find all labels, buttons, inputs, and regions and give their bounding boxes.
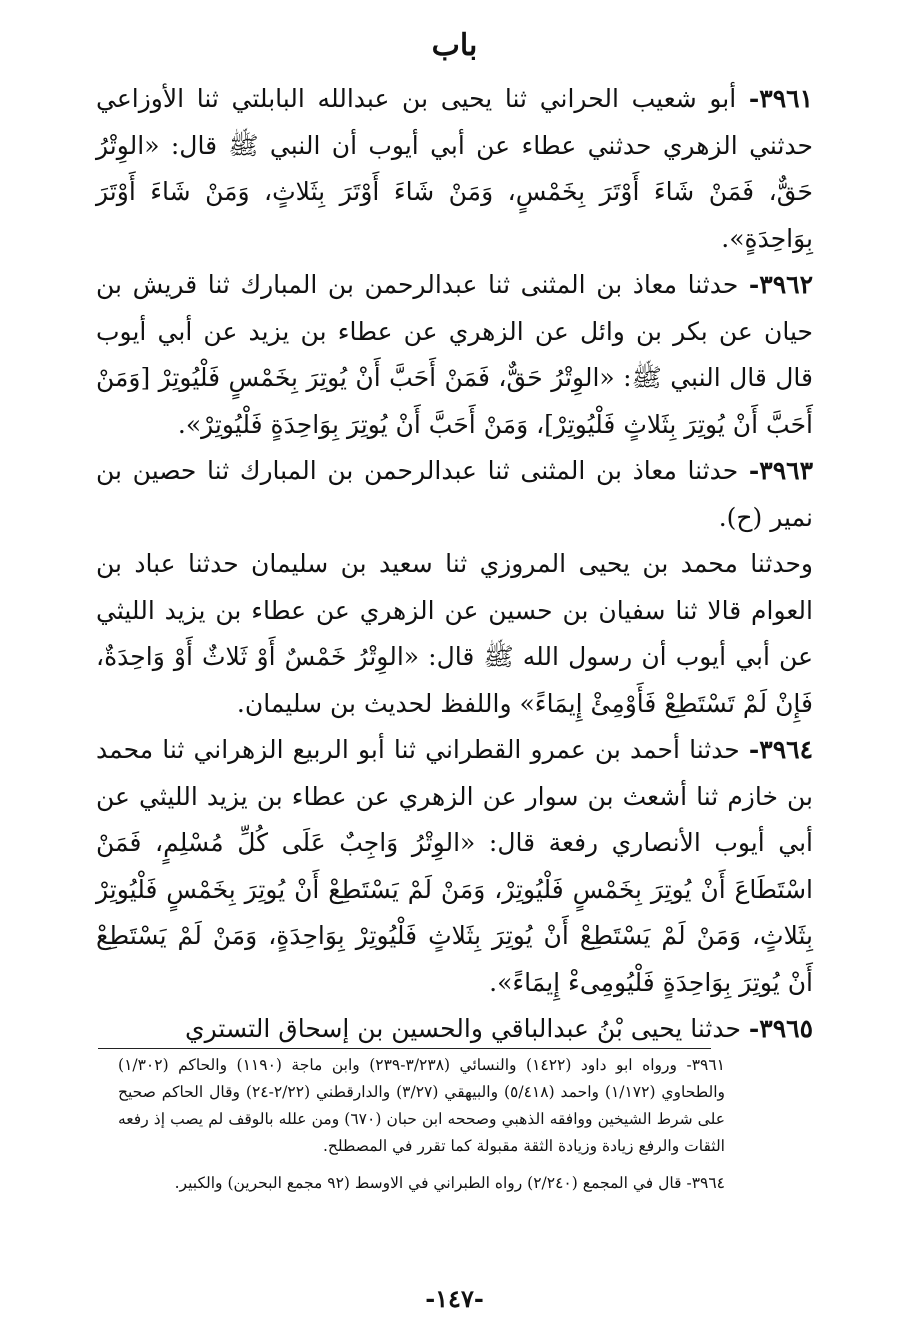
hadith-text: وحدثنا محمد بن يحيى المروزي ثنا سعيد بن سليمان حدثنا عباد بن العوام قالا ثنا سفيان بن حسين عن الزهري عن عطاء بن يزيد الليثي عن أبي أيوب أن رسول الله ﷺ قال: «الوِتْرُ خَمْسٌ أَوْ ثَلاثٌ أَوْ وَاحِدَةٌ، فَإِنْ لَمْ تَسْتَطِعْ فَأَوْمِئْ إِيمَاءً» واللفظ لحديث بن سليمان. [96, 549, 813, 718]
hadith-3963 [96, 448, 813, 541]
main-text [96, 76, 813, 1053]
hadith-text: حدثنا معاذ بن المثنى ثنا عبدالرحمن بن المبارك ثنا قريش بن حيان عن بكر بن وائل عن الزهري عن عطاء بن يزيد عن أبي أيوب قال قال النبي ﷺ: «الوِتْرُ حَقٌّ، فَمَنْ أَحَبَّ أَنْ يُوتِرَ بِخَمْسٍ فَلْيُوتِرْ [وَمَنْ أَحَبَّ أَنْ يُوتِرَ بِثَلاثٍ فَلْيُوتِرْ]، وَمَنْ أَحَبَّ أَنْ يُوتِرَ بِوَاحِدَةٍ فَلْيُوتِرْ». [96, 270, 813, 439]
footnote-3961: ٣٩٦١- ورواه ابو داود (١٤٢٢) والنسائي (٣/٢٣٨-٢٣٩) وابن ماجة (١١٩٠) والحاكم (١/٣٠٢) والطحاوي (١/١٧٢) واحمد (٥/٤١٨) والبيهقي (٣/٢٧) والدارقطني (٢/٢٢-٢٤) وقال الحاكم صحيح على شرط الشيخين ووافقه الذهبي وصححه ابن حبان (٦٧٠) ومن علله بالوقف لم يصب إذ رفعه الثقات والرفع زيادة وزيادة الثقة مقبولة كما تقرر في المصطلح. [118, 1056, 725, 1155]
footnote-divider [98, 1048, 711, 1049]
hadith-text: حدثنا يحيى بْنُ عبدالباقي والحسين بن إسحاق التستري [185, 1014, 749, 1043]
hadith-3962 [96, 262, 813, 448]
hadith-number: ٣٩٦٣- [748, 456, 813, 485]
hadith-number: ٣٩٦٢- [748, 270, 813, 299]
hadith-number: ٣٩٦٤- [748, 735, 813, 764]
hadith-3964 [96, 727, 813, 1006]
page-number: -١٤٧- [425, 1284, 484, 1313]
hadith-3965 [96, 1006, 813, 1053]
hadith-number: ٣٩٦١- [748, 84, 813, 113]
footnotes [118, 1052, 725, 1197]
hadith-text: أبو شعيب الحراني ثنا يحيى بن عبدالله البابلتي ثنا الأوزاعي حدثني الزهري حدثني عطاء عن أبي أيوب أن النبي ﷺ قال: «الوِتْرُ حَقٌّ، فَمَنْ شَاءَ أَوْتَرَ بِخَمْسٍ، وَمَنْ شَاءَ أَوْتَرَ بِثَلاثٍ، وَمَنْ شَاءَ أَوْتَرَ بِوَاحِدَةٍ». [96, 84, 813, 253]
footnote-3964: ٣٩٦٤- قال في المجمع (٢/٢٤٠) رواه الطبراني في الاوسط (٩٢ مجمع البحرين) والكبير. [174, 1174, 725, 1192]
hadith-3963-continued [96, 541, 813, 727]
hadith-3961 [96, 76, 813, 262]
hadith-number: ٣٩٦٥- [748, 1014, 813, 1043]
page-title: باب [431, 28, 478, 63]
hadith-text: حدثنا أحمد بن عمرو القطراني ثنا أبو الربيع الزهراني ثنا محمد بن خازم ثنا أشعث بن سوار عن الزهري عن عطاء بن يزيد الليثي عن أبي أيوب الأنصاري رفعة قال: «الوِتْرُ وَاجِبٌ عَلَى كُلِّ مُسْلِمٍ، فَمَنْ اسْتَطَاعَ أَنْ يُوتِرَ بِخَمْسٍ فَلْيُوتِرْ، وَمَنْ لَمْ يَسْتَطِعْ أَنْ يُوتِرَ بِخَمْسٍ فَلْيُوتِرْ بِثَلاثٍ، وَمَنْ لَمْ يَسْتَطِعْ أَنْ يُوتِرَ بِثَلاثٍ فَلْيُوتِرْ بِوَاحِدَةٍ، وَمَنْ لَمْ يَسْتَطِعْ أَنْ يُوتِرَ بِوَاحِدَةٍ فَلْيُومِىءْ إِيمَاءً». [96, 735, 813, 997]
hadith-text: حدثنا معاذ بن المثنى ثنا عبدالرحمن بن المبارك ثنا حصين بن نمير (ح). [96, 456, 813, 532]
